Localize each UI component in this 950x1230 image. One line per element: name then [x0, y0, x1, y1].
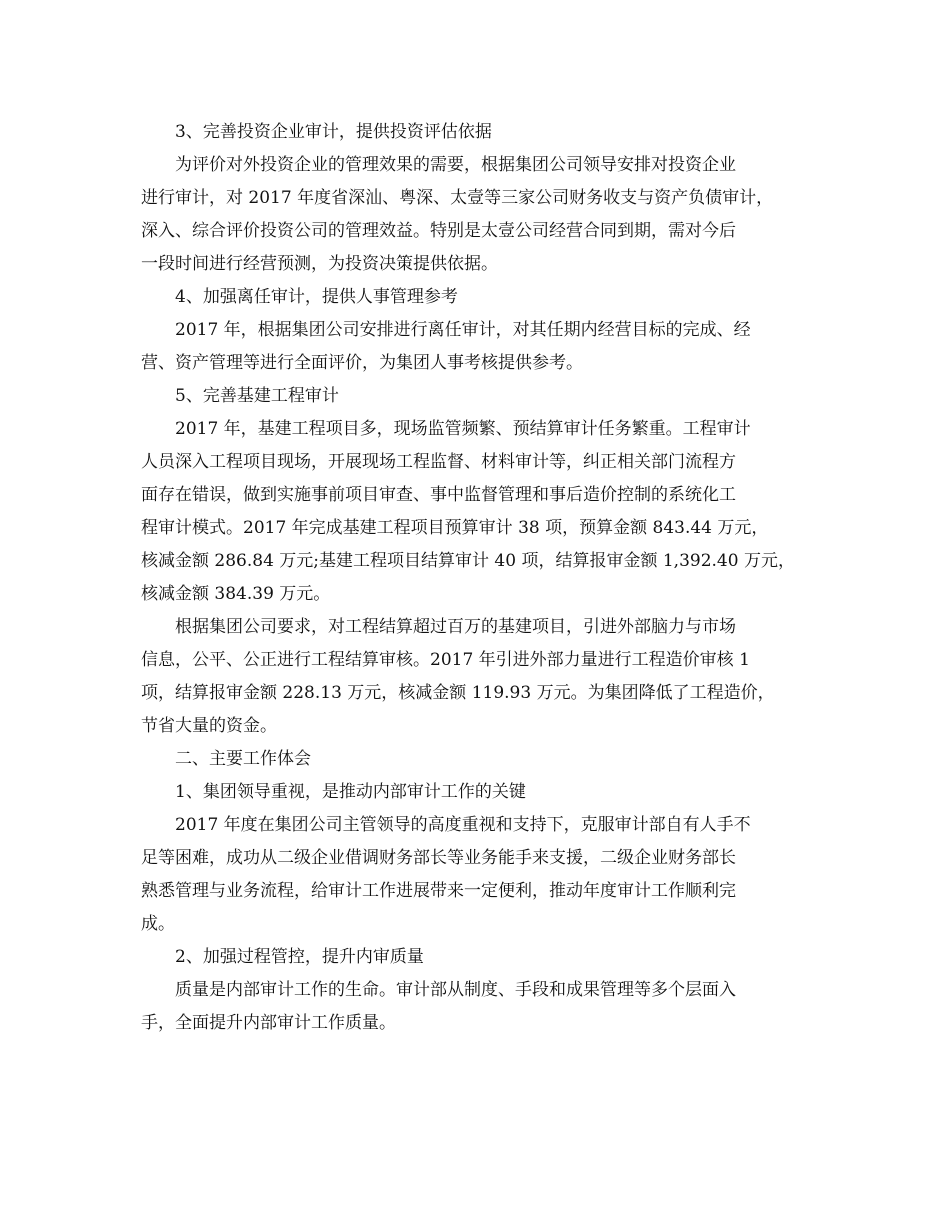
section-heading: 二、主要工作体会 [175, 749, 311, 769]
paragraph-line: 一段时间进行经营预测，为投资决策提供依据。 [141, 254, 498, 274]
paragraph-line: 项，结算报审金额 228.13 万元，核减金额 119.93 万元。为集团降低了工程造价， [141, 683, 775, 703]
paragraph-line: 深入、综合评价投资公司的管理效益。特别是太壹公司经营合同到期，需对今后 [141, 221, 736, 241]
paragraph-line: 2017 年，基建工程项目多，现场监管频繁、预结算审计任务繁重。工程审计 [175, 419, 751, 439]
paragraph-line: 信息，公平、公正进行工程结算审核。2017 年引进外部力量进行工程造价审核 1 [141, 650, 750, 670]
paragraph-line: 节省大量的资金。 [141, 716, 277, 736]
paragraph-line: 营、资产管理等进行全面评价，为集团人事考核提供参考。 [141, 353, 583, 373]
paragraph-line: 人员深入工程项目现场，开展现场工程监督、材料审计等，纠正相关部门流程方 [141, 452, 736, 472]
paragraph-line: 核减金额 286.84 万元;基建工程项目结算审计 40 项，结算报审金额 1,392.40 万元， [141, 551, 795, 571]
heading-3: 3、完善投资企业审计，提供投资评估依据 [175, 122, 492, 142]
heading-1: 1、集团领导重视，是推动内部审计工作的关键 [175, 782, 526, 802]
paragraph-line: 为评价对外投资企业的管理效果的需要，根据集团公司领导安排对投资企业 [175, 155, 736, 175]
heading-2: 2、加强过程管控，提升内审质量 [175, 947, 424, 967]
paragraph-line: 进行审计，对 2017 年度省深汕、粤深、太壹等三家公司财务收支与资产负债审计， [141, 188, 774, 208]
paragraph-line: 2017 年，根据集团公司安排进行离任审计，对其任期内经营目标的完成、经 [175, 320, 751, 340]
heading-5: 5、完善基建工程审计 [175, 386, 339, 406]
paragraph-line: 根据集团公司要求，对工程结算超过百万的基建项目，引进外部脑力与市场 [175, 617, 736, 637]
paragraph-line: 成。 [141, 914, 175, 934]
paragraph-line: 手，全面提升内部审计工作质量。 [141, 1013, 396, 1033]
heading-4: 4、加强离任审计，提供人事管理参考 [175, 287, 458, 307]
paragraph-line: 核减金额 384.39 万元。 [141, 584, 331, 604]
paragraph-line: 面存在错误，做到实施事前项目审查、事中监督管理和事后造价控制的系统化工 [141, 485, 736, 505]
paragraph-line: 熟悉管理与业务流程，给审计工作进展带来一定便利，推动年度审计工作顺利完 [141, 881, 736, 901]
paragraph-line: 质量是内部审计工作的生命。审计部从制度、手段和成果管理等多个层面入 [175, 980, 736, 1000]
paragraph-line: 足等困难，成功从二级企业借调财务部长等业务能手来支援，二级企业财务部长 [141, 848, 736, 868]
paragraph-line: 程审计模式。2017 年完成基建工程项目预算审计 38 项，预算金额 843.44 万元， [141, 518, 769, 538]
paragraph-line: 2017 年度在集团公司主管领导的高度重视和支持下，克服审计部自有人手不 [175, 815, 751, 835]
